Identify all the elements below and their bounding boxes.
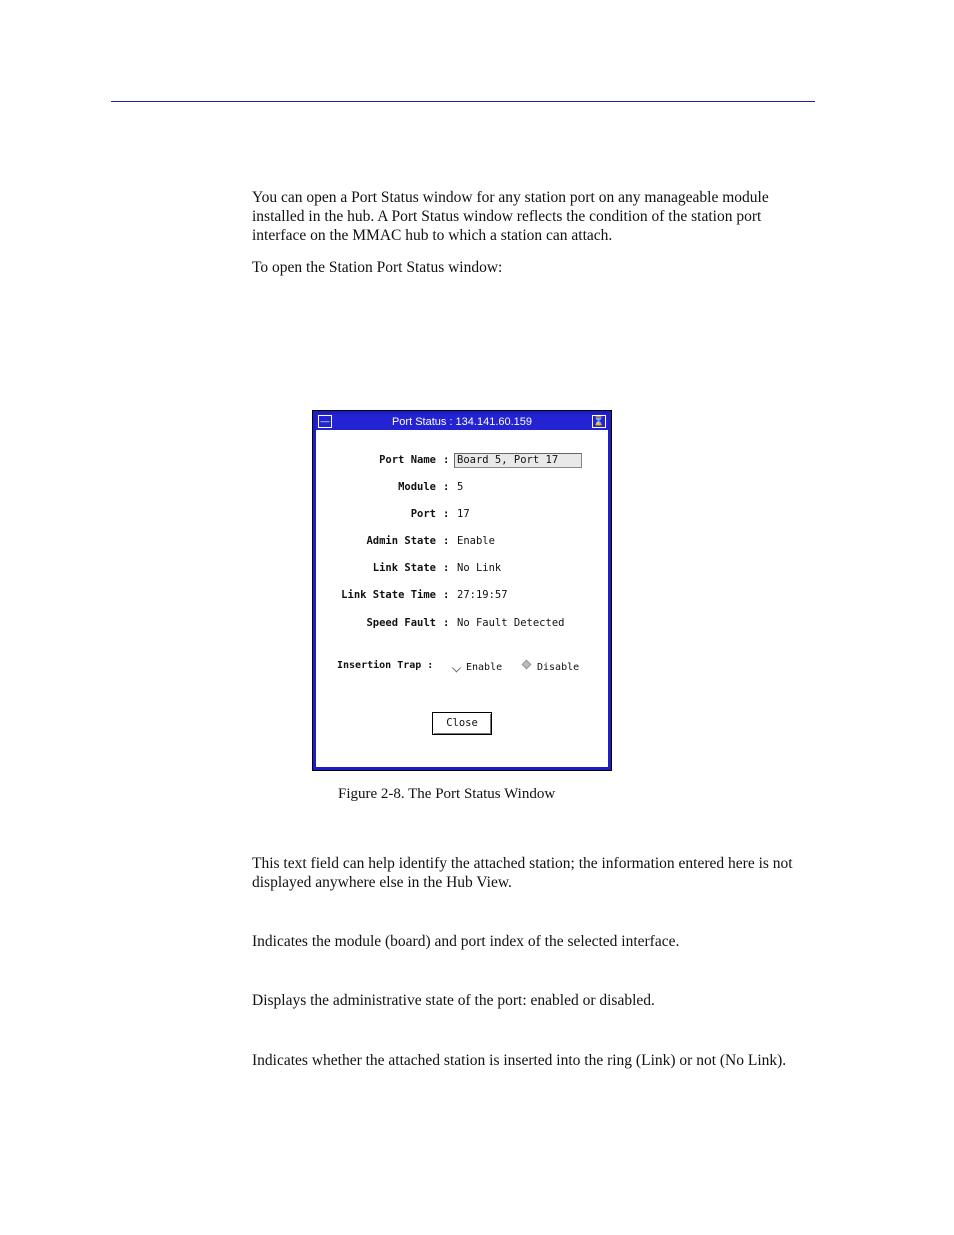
link-state-time-label: Link State Time: [341, 589, 436, 601]
admin-state-label: Admin State: [366, 535, 436, 547]
enable-radio[interactable]: [452, 663, 462, 673]
port-colon: :: [443, 508, 450, 520]
open-instruction: To open the Station Port Status window:: [252, 259, 503, 276]
link-state-label: Link State: [372, 562, 436, 574]
link-state-value: No Link: [457, 562, 502, 574]
intro-paragraph: You can open a Port Status window for any station port on any manageable module installed in the hub. A Port Status window reflects the condition of the station port interface on the MMAC hub to which a station can attach.: [252, 189, 769, 244]
speed-fault-label: Speed Fault: [366, 617, 436, 629]
admin-state-value: Enable: [457, 535, 495, 547]
insertion-trap-label: Insertion Trap :: [337, 660, 434, 671]
disable-radio-label[interactable]: Disable: [537, 662, 580, 673]
link-state-time-value: 27:19:57: [457, 589, 508, 601]
close-button[interactable]: Close: [432, 712, 492, 735]
window-menu-icon[interactable]: —: [318, 415, 332, 428]
admin-state-colon: :: [443, 535, 450, 547]
link-state-time-colon: :: [443, 589, 450, 601]
port-label: Port: [410, 508, 436, 520]
figure-caption: Figure 2-8. The Port Status Window: [338, 786, 556, 802]
port-name-colon: :: [443, 454, 450, 466]
enable-radio-label[interactable]: Enable: [466, 662, 503, 673]
speed-fault-value: No Fault Detected: [457, 617, 565, 629]
port-name-input[interactable]: Board 5, Port 17: [454, 453, 582, 468]
window-title: Port Status : 134.141.60.159: [391, 416, 533, 428]
port-value: 17: [457, 508, 470, 520]
module-label: Module: [398, 481, 436, 493]
module-value: 5: [457, 481, 464, 493]
title-bar[interactable]: [316, 414, 608, 430]
admin-state-description: Displays the administrative state of the port: enabled or disabled.: [252, 992, 655, 1009]
resize-corner-icon[interactable]: ⌛: [593, 416, 605, 426]
disable-radio[interactable]: [522, 660, 532, 670]
window-client-area: [316, 430, 608, 767]
port-name-label: Port Name: [379, 454, 436, 466]
port-status-window: [312, 410, 612, 771]
header-rule: [111, 101, 815, 102]
module-port-description: Indicates the module (board) and port index of the selected interface.: [252, 933, 680, 950]
speed-fault-colon: :: [443, 617, 450, 629]
port-name-description: This text field can help identify the attached station; the information entered here is not displayed anywhere else in the Hub View.: [252, 855, 793, 891]
module-colon: :: [443, 481, 450, 493]
link-state-colon: :: [443, 562, 450, 574]
link-state-description: Indicates whether the attached station is inserted into the ring (Link) or not (No Link).: [252, 1052, 787, 1069]
